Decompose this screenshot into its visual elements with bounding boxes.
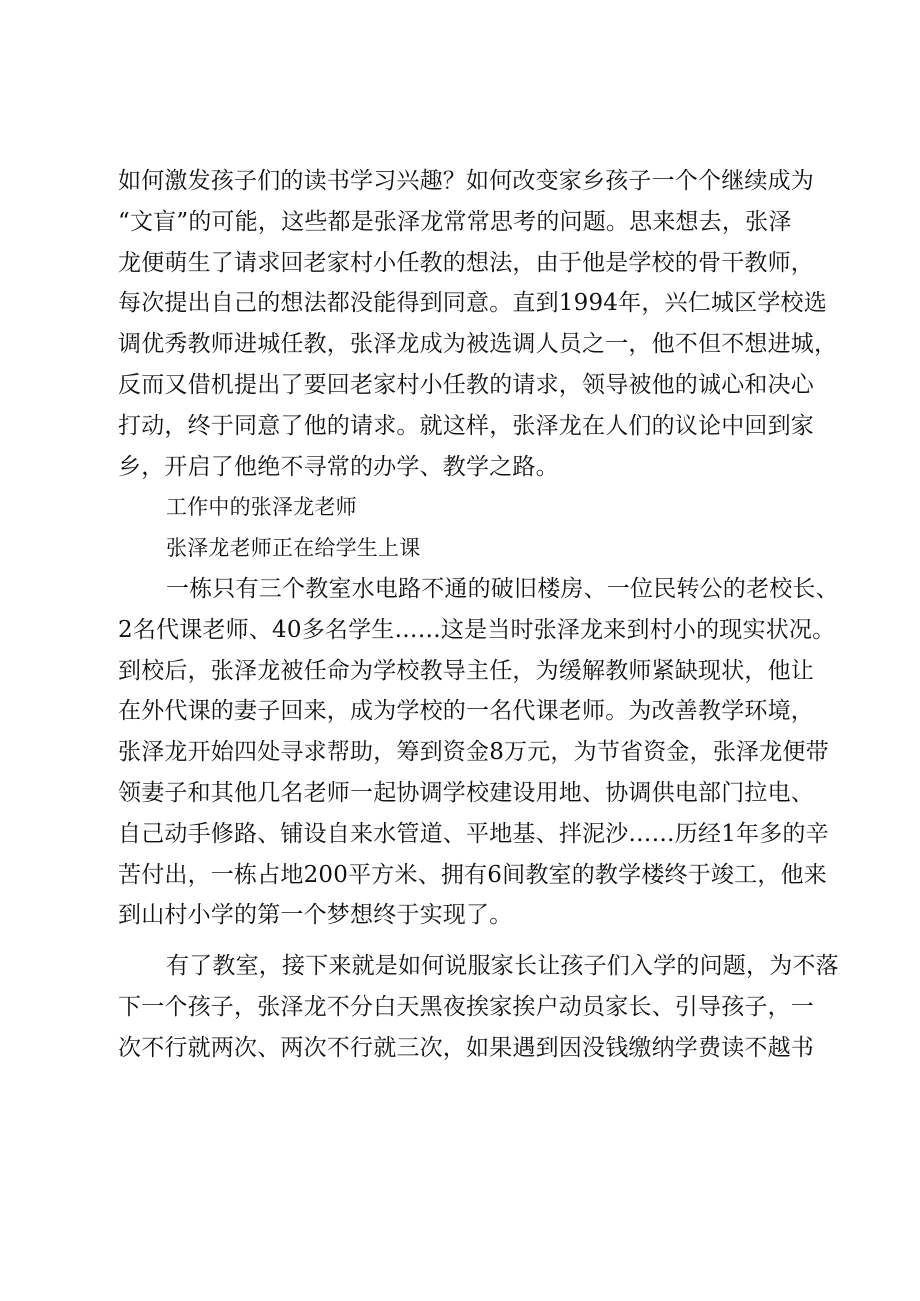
paragraph-line: 有了教室，接下来就是如何说服家长让孩子们入学的问题，为不落 [166,953,839,980]
paragraph-line: 一栋只有三个教室水电路不通的破旧楼房、一位民转公的老校长、 [166,575,839,602]
paragraph-spacer [118,936,838,946]
paragraph-line: 下一个孩子，张泽龙不分白天黑夜挨家挨户动员家长、引导孩子，一 [118,993,814,1020]
paragraph-line: 领妻子和其他几名老师一起协调学校建设用地、协调供电部门拉电、 [118,779,814,806]
paragraph-line: 打动，终于同意了他的请求。就这样，张泽龙在人们的议论中回到家 [118,412,814,439]
paragraph-line: 每次提出自己的想法都没能得到同意。直到1994年，兴仁城区学校选 [118,290,827,317]
paragraph-line: 2名代课老师、40多名学生……这是当时张泽龙来到村小的现实状况。 [118,616,836,643]
paragraph-line: 乡，开启了他绝不寻常的办学、教学之路。 [118,453,559,480]
paragraph-line: 次不行就两次、两次不行就三次，如果遇到因没钱缴纳学费读不越书 [118,1034,814,1061]
paragraph-line: 张泽龙开始四处寻求帮助，筹到资金8万元，为节省资金，张泽龙便带 [118,739,829,766]
paragraph-line: 自己动手修路、铺设自来水管道、平地基、拌泥沙……历经1年多的辛 [118,820,829,847]
paragraph-2 [118,569,838,936]
paragraph-line: 龙便萌生了请求回老家村小任教的想法，由于他是学校的骨干教师， [118,249,814,276]
paragraph-line: 反而又借机提出了要回老家村小任教的请求，领导被他的诚心和决心 [118,371,814,398]
paragraph-line: 如何激发孩子们的读书学习兴趣？如何改变家乡孩子一个个继续成为 [118,168,814,194]
paragraph-line: 调优秀教师进城任教，张泽龙成为被选调人员之一，他不但不想进城， [118,331,838,358]
paragraph-line: 在外代课的妻子回来，成为学校的一名代课老师。为改善教学环境， [118,698,814,725]
photo-caption-2: 张泽龙老师正在给学生上课 [166,536,421,561]
paragraph-3 [118,946,838,1068]
paragraph-line: 到山村小学的第一个梦想终于实现了。 [118,902,513,929]
paragraph-1 [118,161,838,487]
paragraph-line: 苦付出，一栋占地200平方米、拥有6间教室的教学楼终于竣工，他来 [118,861,827,888]
article-body [118,161,838,1069]
paragraph-line: 到校后，张泽龙被任命为学校教导主任，为缓解教师紧缺现状，他让 [118,657,814,684]
photo-caption-1: 工作中的张泽龙老师 [166,495,357,520]
paragraph-line: “文盲”的可能，这些都是张泽龙常常思考的问题。思来想去，张泽 [118,208,792,235]
